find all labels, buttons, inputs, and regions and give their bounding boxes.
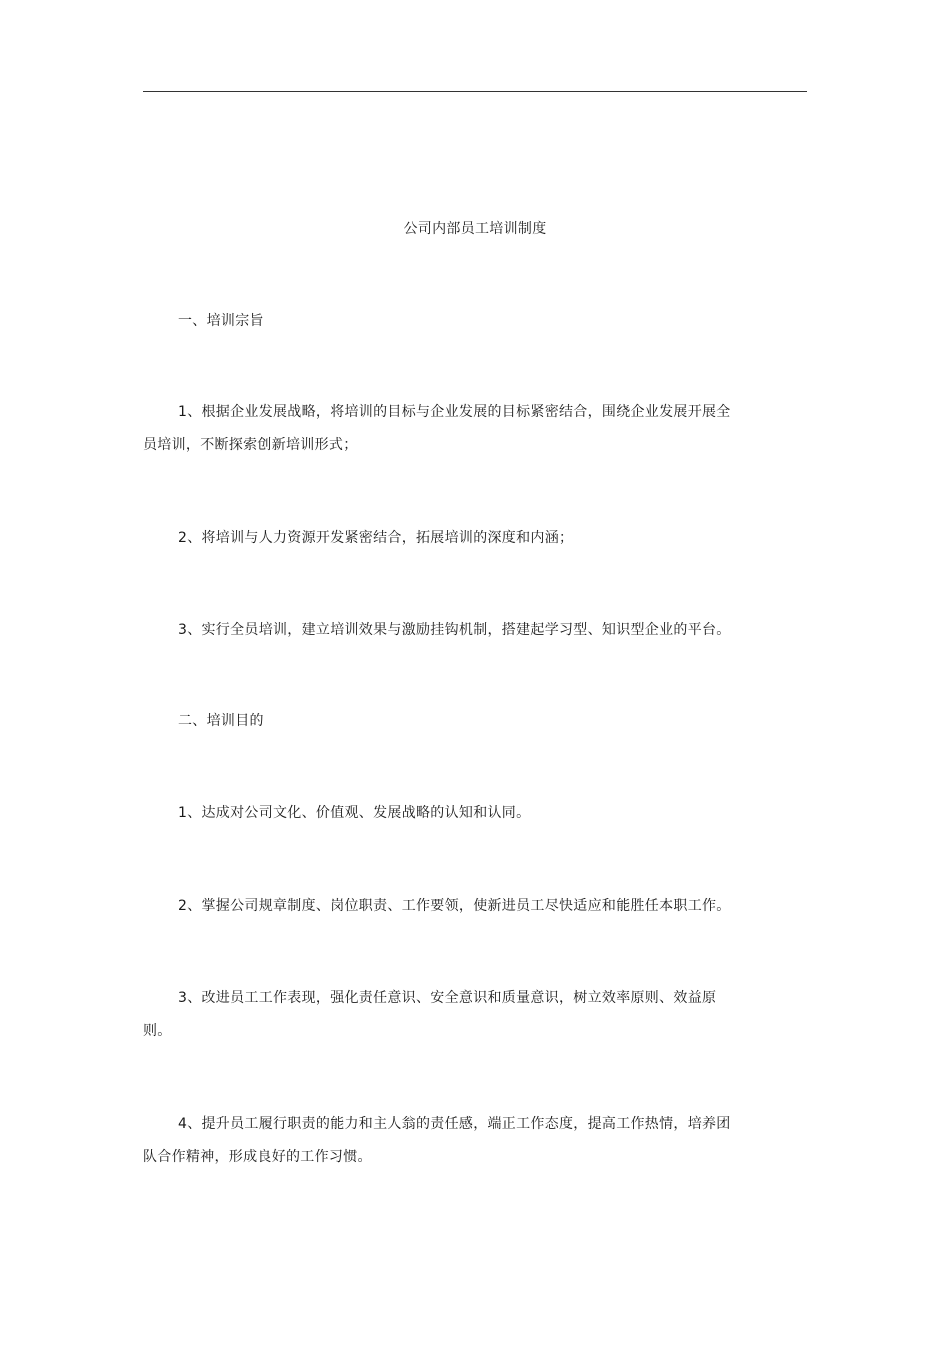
section-2-item-1: 1、达成对公司文化、价值观、发展战略的认知和认同。 [178,805,531,821]
section-1-heading: 一、培训宗旨 [178,313,264,329]
section-1-item-2: 2、将培训与人力资源开发紧密结合，拓展培训的深度和内涵； [178,530,574,546]
header-rule [143,91,807,92]
section-2-item-4: 4、提升员工履行职责的能力和主人翁的责任感，端正工作态度，提高工作热情，培养团队合作精神，形成良好的工作习惯。 [143,1116,731,1165]
section-2-heading: 二、培训目的 [178,713,264,729]
document-title: 公司内部员工培训制度 [403,221,547,237]
section-2-item-3: 3、改进员工工作表现，强化责任意识、安全意识和质量意识，树立效率原则、效益原则。 [143,990,717,1039]
section-2-item-2: 2、掌握公司规章制度、岗位职责、工作要领，使新进员工尽快适应和能胜任本职工作。 [178,898,731,914]
section-1-item-3: 3、实行全员培训，建立培训效果与激励挂钩机制，搭建起学习型、知识型企业的平台。 [178,622,731,638]
section-1-item-1: 1、根据企业发展战略，将培训的目标与企业发展的目标紧密结合，围绕企业发展开展全员培训，不断探索创新培训形式； [143,404,731,453]
